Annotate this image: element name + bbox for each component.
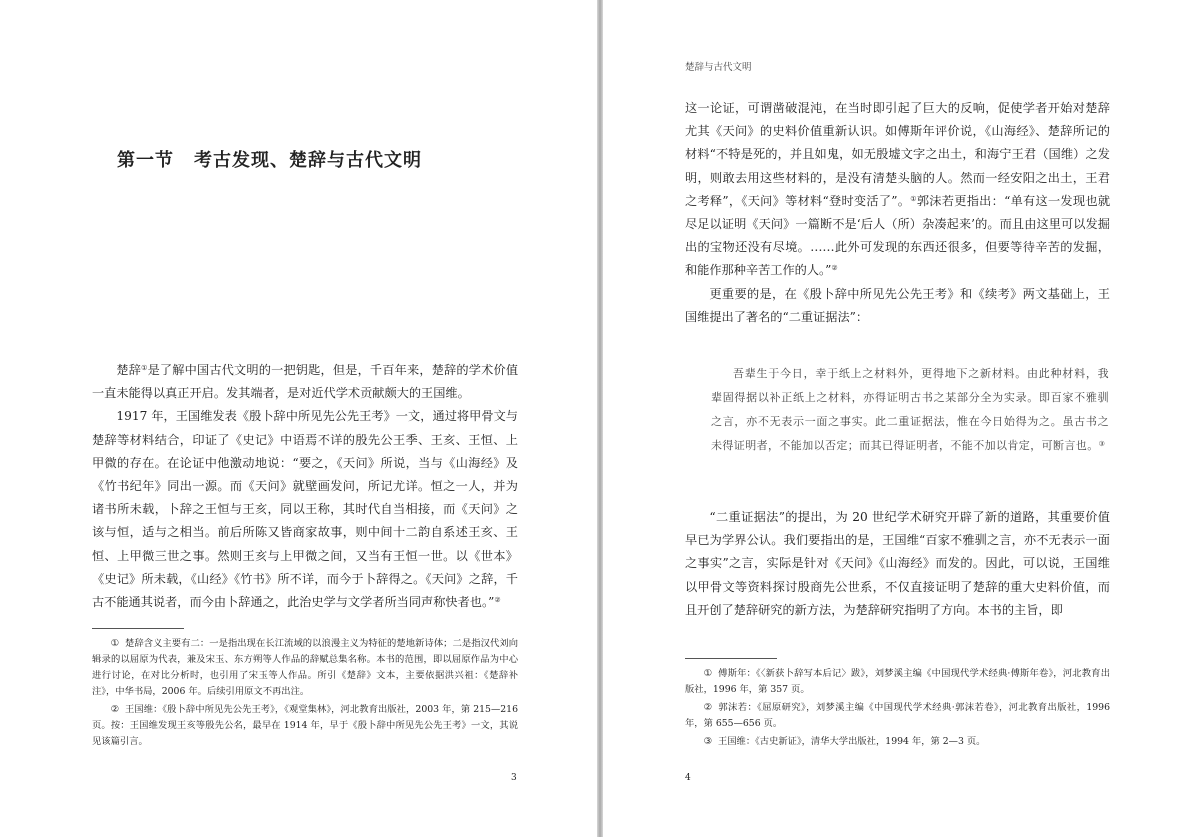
paragraph: 楚辞①是了解中国古代文明的一把钥匙，但是，千百年来，楚辞的学术价值一直未能得以真正开启。发其端者，是对近代学术贡献颇大的王国维。 — [92, 363, 519, 401]
page-number: 3 — [511, 773, 517, 783]
footnote-marker: ① — [910, 194, 917, 203]
section-title: 考古发现、楚辞与古代文明 — [194, 150, 422, 171]
left-page — [0, 0, 597, 837]
footnote-marker: ① — [141, 364, 148, 372]
page-number: 4 — [685, 773, 691, 783]
section-heading — [117, 146, 422, 172]
footnote-marker: ② — [494, 596, 501, 605]
right-body-text — [685, 97, 1110, 329]
footnote-divider — [92, 628, 184, 629]
footnote: ① 楚辞含义主要有二：一是指出现在长江流域的以浪漫主义为特征的楚地新诗体；二是指汉代刘向辑录的以屈原为代表，兼及宋玉、东方朔等人作品的辞赋总集名称。本书的范围，即以屈原作品为中心进行讨论，在对比分析时，也引用了宋玉等人作品。所引《楚辞》文本，主要依据洪兴祖：《楚辞补注》，中华书局，2006 年。后续引用原文不再出注。 — [92, 638, 518, 697]
section-number: 第一节 — [117, 150, 174, 171]
footnote-marker: ③ — [1098, 440, 1106, 448]
footnote-marker: ② — [831, 264, 838, 273]
left-body-text — [92, 359, 518, 614]
left-footnotes — [92, 636, 518, 752]
paragraph: 更重要的是，在《殷卜辞中所见先公先王考》和《续考》两文基础上，王国维提出了著名的“二重证据法”： — [685, 286, 1110, 324]
paragraph: 1917 年，王国维发表《殷卜辞中所见先公先王考》一文，通过将甲骨文与楚辞等材料结合，印证了《史记》中语焉不详的殷先公王季、王亥、王恒、上甲微的存在。在论证中他激动地说：“要之，《天问》所说，当与《山海经》及《竹书纪年》同出一源。而《天问》就壁画发问，所记尤详。恒之一人，并为诸书所未载，卜辞之王恒与王亥，同以王称，其时代自当相接，而《天问》之该与恒，适与之相当。前后所陈又皆商家故事，则中间十二韵自系述王亥、王恒、上甲微三世之事。然则王亥与上甲微之间，又当有王恒一世。以《世本》《史记》所未载，《山经》《竹书》所不详，而今于卜辞得之。《天问》之辞，千古不能通其说者，而今由卜辞通之，此治史学与文学者所当同声称快者也。”② — [92, 409, 518, 610]
footnote: ③ 王国维：《古史新证》，清华大学出版社，1994 年，第 2—3 页。 — [703, 736, 986, 747]
paragraph: 这一论证，可谓凿破混沌，在当时即引起了巨大的反响，促使学者开始对楚辞尤其《天问》的史料价值重新认识。如傅斯年评价说，《山海经》、楚辞所记的材料“不特是死的，并且如鬼，如无殷墟文字之出土，和海宁王君（国维）之发明，则敢去用这些材料的，是没有清楚头脑的人。然而一经安阳之出土，王君之考释”，《天问》等材料“登时变活了”。①郭沫若更指出：“单有这一发现也就尽足以证明《天问》一篇断不是‘后人（所）杂凑起来’的。而且由这里可以发掘出的宝物还没有尽境。……此外可发现的东西还很多，但要等待辛苦的发掘，和能作那种辛苦工作的人。”② — [685, 101, 1111, 278]
right-footnotes — [685, 666, 1110, 752]
right-page — [603, 0, 1204, 837]
footnote: ① 傅斯年：《〈新获卜辞写本后记〉跋》，刘梦溪主编《中国现代学术经典·傅斯年卷》，河北教育出版社，1996 年，第 357 页。 — [685, 668, 1110, 695]
footnote: ② 王国维：《殷卜辞中所见先公先王考》，《观堂集林》，河北教育出版社，2003 年，第 215—216 页。按：王国维发现王亥等殷先公名，最早在 1914 年，早于《殷卜辞中所见先公先王考》一文，其说见该篇引言。 — [92, 704, 518, 747]
footnote-divider — [685, 658, 777, 659]
block-quote: 吾辈生于今日，幸于纸上之材料外，更得地下之新材料。由此种材料，我辈固得据以补正纸上之材料，亦得证明古书之某部分全为实录。即百家不雅驯之言，亦不无表示一面之事实。此二重证据法，惟在今日始得为之。虽古书之未得证明者，不能加以否定；而其已得证明者，不能不加以肯定，可断言也。③ — [711, 367, 1109, 452]
footnote: ② 郭沫若：《屈原研究》，刘梦溪主编《中国现代学术经典·郭沫若卷》，河北教育出版社，1996 年，第 655—656 页。 — [685, 702, 1110, 729]
right-body-text-2 — [685, 506, 1110, 622]
paragraph: “二重证据法”的提出，为 20 世纪学术研究开辟了新的道路，其重要价值早已为学界公认。我们要指出的是，王国维“百家不雅驯之言，亦不无表示一面之事实”之言，实际是针对《天问》《山海经》而发的。因此，可以说，王国维以甲骨文等资料探讨殷商先公世系，不仅直接证明了楚辞的重大史料价值，而且开创了楚辞研究的新方法，为楚辞研究指明了方向。本书的主旨，即 — [685, 510, 1110, 617]
running-head: 楚辞与古代文明 — [685, 62, 752, 73]
